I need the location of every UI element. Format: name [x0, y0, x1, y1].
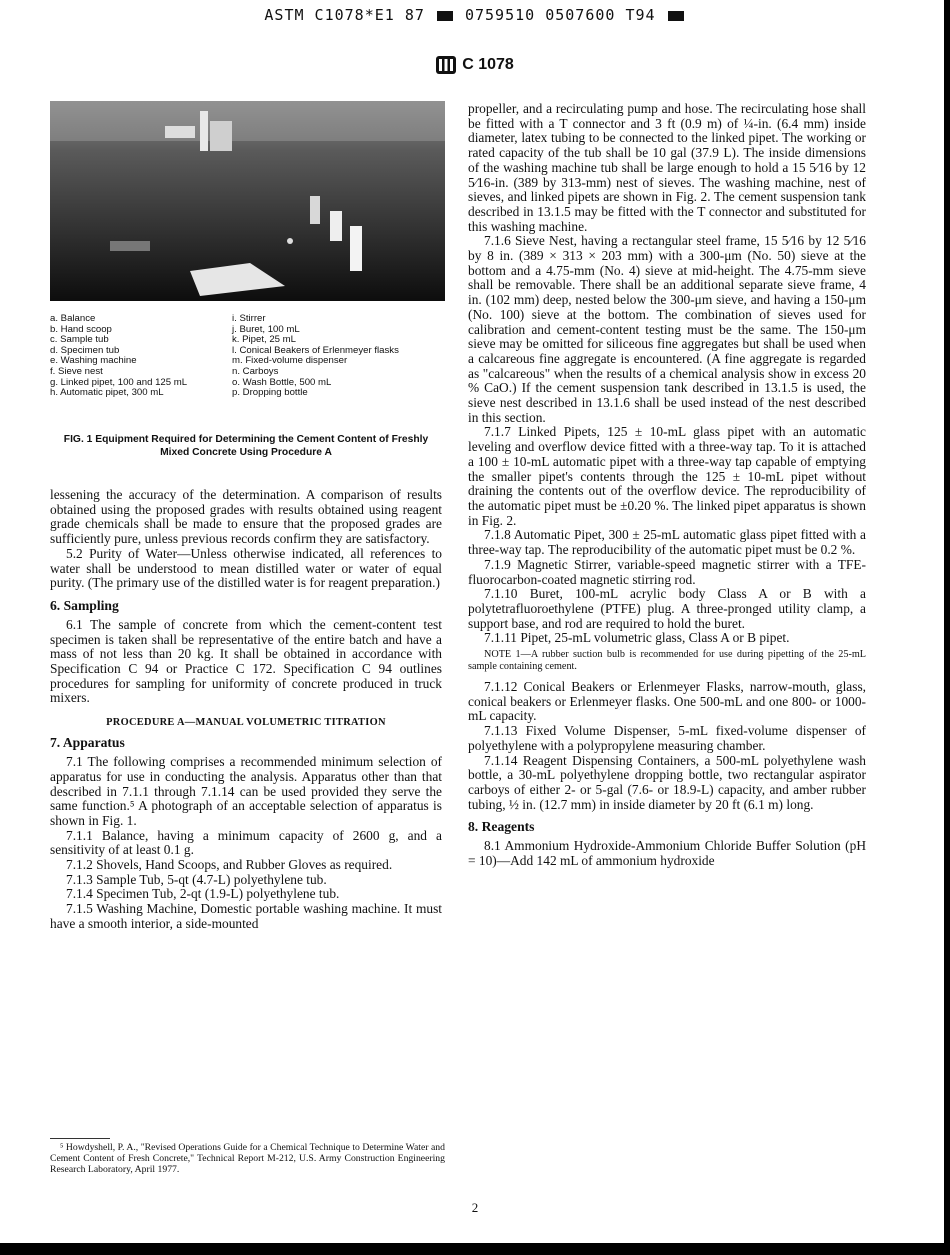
scan-code-left: ASTM C1078*E1 87 [264, 6, 425, 24]
apparatus-photo [50, 101, 445, 301]
right-column [468, 102, 866, 869]
scan-bottom-edge [0, 1243, 950, 1255]
paragraph: 7.1.2 Shovels, Hand Scoops, and Rubber Gloves as required. [66, 857, 393, 873]
legend-item: d. Specimen tub [50, 344, 120, 356]
footnote: ⁵ Howdyshell, P. A., "Revised Operations Guide for a Chemical Technique to Determine Water and Cement Content of Fresh Concrete," Technical Report M-212, U.S. Army Construction Engineering Research Laboratory, April 1977. [50, 1142, 445, 1175]
legend-item: k. Pipet, 25 mL [232, 334, 296, 346]
paragraph: 7.1.13 Fixed Volume Dispenser, 5-mL fixed-volume dispenser of polyethylene with a polypropylene measuring chamber. [468, 723, 866, 753]
figure-caption: FIG. 1 Equipment Required for Determining the Cement Content of Freshly Mixed Concrete Using Procedure A [63, 434, 429, 458]
legend-item: o. Wash Bottle, 500 mL [232, 376, 332, 388]
legend-item: h. Automatic pipet, 300 mL [50, 387, 164, 399]
legend-column-right [232, 314, 452, 399]
paragraph: lessening the accuracy of the determination. A comparison of results obtained using the proposed grades with results obtained using reagent grade chemicals shall be made to ensure that the proposed grades are sufficiently pure, unless previous records confirm they are satisfactory. [50, 487, 442, 547]
paragraph: 6.1 The sample of concrete from which the cement-content test specimen is taken shall be representative of the entire batch and have a mass of not less than 20 kg. It shall be obtained in accordance with Specification C 94 or Practice C 172. Specification C 94 outlines procedures for sampling for uniformity of concrete produced in truck mixers. [50, 616, 442, 706]
legend-item: a. Balance [50, 313, 96, 324]
legend-item: c. Sample tub [50, 334, 109, 346]
paragraph: 7.1.7 Linked Pipets, 125 ± 10-mL glass pipet with an automatic leveling and overflow device fitted with a three-way tap. To it is attached a 100 ± 10-mL automatic pipet with a three-way tap capable of emptying the smaller pipet's contents through the 125 ± 10-mL pipet without draining the contents out of the overflow device. The reproducibility of the automatic pipet must be ±0.20 %. The linked pipet apparatus is shown in Fig. 2. [468, 424, 866, 528]
legend-item: p. Dropping bottle [232, 387, 308, 399]
paragraph: 7.1.11 Pipet, 25-mL volumetric glass, Class A or B pipet. [484, 630, 790, 646]
legend-item: l. Conical Beakers of Erlenmeyer flasks [232, 344, 399, 356]
paragraph: 7.1.1 Balance, having a minimum capacity of 2600 g, and a sensitivity of at least 0.1 g. [50, 827, 442, 858]
paragraph: 5.2 Purity of Water—Unless otherwise indicated, all references to water shall be understood to mean distilled water or water of equal purity. (The primary use of the distilled water is for reagent preparation.) [50, 545, 442, 591]
legend-item: b. Hand scoop [50, 323, 112, 335]
legend-item: n. Carboys [232, 365, 279, 377]
designation-text: C 1078 [462, 56, 514, 74]
paragraph: 7.1 The following comprises a recommended minimum selection of apparatus for use in conducting the analysis. Apparatus other than that described in 7.1.1 through 7.1.14 can be used provided they serve the same function.⁵ A photograph of an acceptable selection of apparatus is shown in Fig. 1. [50, 754, 442, 828]
paragraph: 7.1.5 Washing Machine, Domestic portable washing machine. It must have a smooth interior, a side-mounted [50, 901, 442, 931]
paragraph: 7.1.6 Sieve Nest, having a rectangular steel frame, 15 5⁄16 by 12 5⁄16 by 8 in. (389 × 313 × 203 mm) with a 300-μm (No. 50) sieve at the bottom and a 4.75-mm (No. 4) sieve at mid-height. The 4.75-mm sieve shall be removable. There shall be an additional separate sieve frame, 4 in. (102 mm) deep, nested below the 300-μm sieve, and having a 150-μm (No. 100) sieve at the bottom. The combination of sieves used for calibration and cement-content testing must be the same. The 150-μm sieve may be omitted for siliceous fine aggregates but shall be used when a calcareous fine aggregate is encountered. (A fine aggregate is regarded as "calcareous" when the results of a chemical analysis show in excess 20 % CaO.) If the cement suspension tank described in 13.1.5 is used, the sieve nest described in 13.1.6 shall be used instead of the nest described in this section. [468, 233, 866, 425]
footnote-rule [50, 1138, 110, 1139]
legend-column-left [50, 314, 187, 399]
page-number: 2 [471, 1200, 479, 1215]
apparatus-photo-illustration [50, 101, 445, 301]
paragraph: 7.1.4 Specimen Tub, 2-qt (1.9-L) polyethylene tub. [66, 886, 340, 902]
left-column [50, 488, 442, 932]
scan-block-mark [668, 11, 684, 21]
section-heading-sampling: 6. Sampling [50, 597, 119, 613]
note: NOTE 1—A rubber suction bulb is recommended for use during pipetting of the 25-mL sample containing cement. [468, 649, 866, 673]
scan-header [0, 6, 950, 24]
paragraph: propeller, and a recirculating pump and hose. The recirculating hose shall be fitted with a T connector and 3 ft (0.9 m) of ¼-in. (6.4 mm) inside diameter, latex tubing to be connected to the linked pipet. The working or rated capacity of the tub shall be 10 gal (37.9 L). The inside dimensions of the washing machine tub shall be large enough to hold a 15 5⁄16 by 12 5⁄16-in. (389 by 313-mm) nest of sieves. The washing machine, nest of sieves, and linked pipets are shown in Fig. 2. The cement suspension tank described in 13.1.5 may be fitted with the T connector and substituted for this washing machine. [468, 101, 866, 234]
paragraph: 7.1.8 Automatic Pipet, 300 ± 25-mL automatic glass pipet fitted with a three-way tap. The reproducibility of the automatic pipet must be 0.2 %. [468, 527, 866, 558]
procedure-heading: PROCEDURE A—MANUAL VOLUMETRIC TITRATION [106, 717, 386, 729]
section-heading-reagents: 8. Reagents [468, 819, 535, 835]
scan-code-mid: 0759510 0507600 T94 [464, 6, 656, 24]
legend-item: j. Buret, 100 mL [232, 323, 300, 335]
paragraph: 7.1.9 Magnetic Stirrer, variable-speed magnetic stirrer with a TFE-fluorocarbon-coated magnetic stirring rod. [468, 556, 866, 587]
paragraph: 7.1.3 Sample Tub, 5-qt (4.7-L) polyethylene tub. [66, 871, 327, 887]
scan-edge [944, 0, 950, 1255]
paragraph: 7.1.14 Reagent Dispensing Containers, a 500-mL polyethylene wash bottle, a 30-mL polyethylene dropping bottle, two rectangular aspirator carboys of either 2- or 5-gal (7.6- or 18.9-L) capacity, and amber rubber tubing, ½ in. (12.7 mm) in inside diameter by 20 ft (6.1 m) long. [468, 752, 866, 812]
legend-item: m. Fixed-volume dispenser [232, 355, 348, 367]
section-heading-apparatus: 7. Apparatus [50, 735, 125, 751]
standard-designation [0, 56, 950, 74]
paragraph: 7.1.10 Buret, 100-mL acrylic body Class A or B with a polytetrafluoroethylene (PTFE) plug. A three-pronged utility clamp, a support base, and rod are required to hold the buret. [468, 586, 866, 631]
legend-item: f. Sieve nest [50, 365, 103, 377]
scan-block-mark [437, 11, 453, 21]
legend-item: g. Linked pipet, 100 and 125 mL [50, 376, 188, 388]
legend-item: e. Washing machine [50, 355, 137, 367]
legend-item: i. Stirrer [232, 313, 266, 324]
paragraph: 8.1 Ammonium Hydroxide-Ammonium Chloride Buffer Solution (pH = 10)—Add 142 mL of ammonium hydroxide [468, 838, 866, 869]
paragraph: 7.1.12 Conical Beakers or Erlenmeyer Flasks, narrow-mouth, glass, conical beakers or Erlenmeyer flasks. One 500-mL and one 800- or 1000-mL capacity. [468, 679, 866, 724]
astm-logo-icon [436, 56, 456, 74]
